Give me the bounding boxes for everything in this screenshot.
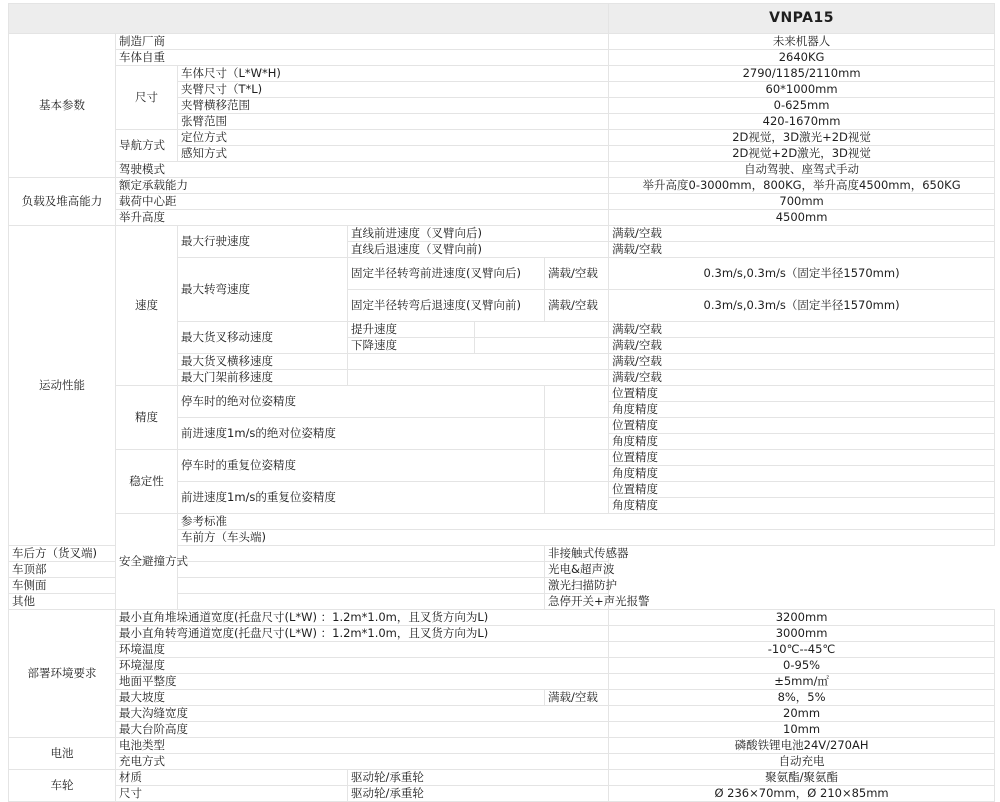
- category-cell: 电池: [9, 738, 116, 770]
- value-cell: 2640KG: [609, 50, 995, 66]
- value-cell: 0-95%: [609, 658, 995, 674]
- spec-cell: 最大货叉移动速度: [178, 322, 348, 354]
- spec-cell: 最小直角堆垛通道宽度(托盘尺寸(L*W) ：1.2m*1.0m，且叉货方向为L): [116, 610, 609, 626]
- spec-row: [9, 514, 995, 530]
- spec-cell: 位置精度: [609, 386, 995, 402]
- spec-row: [9, 162, 995, 178]
- category-cell: 基本参数: [9, 34, 116, 178]
- spec-table: [8, 3, 995, 802]
- spec-row: [9, 578, 995, 594]
- spec-cell: 满载/空载: [545, 258, 609, 290]
- spec-cell: 角度精度: [609, 498, 995, 514]
- spec-cell: 充电方式: [116, 754, 609, 770]
- spec-row: [9, 178, 995, 194]
- value-cell: Ø 236×70mm，Ø 210×85mm: [609, 786, 995, 802]
- model-name: VNPA15: [609, 4, 995, 34]
- category-cell: 安全避撞方式: [116, 514, 178, 610]
- spec-cell: 最大沟缝宽度: [116, 706, 609, 722]
- spec-cell: 前进速度1m/s的绝对位姿精度: [178, 418, 545, 450]
- spec-cell: 最小直角转弯通道宽度(托盘尺寸(L*W) ：1.2m*1.0m，且叉货方向为L): [116, 626, 609, 642]
- value-cell: 光电&超声波: [545, 562, 609, 578]
- category-cell: 部署环境要求: [9, 610, 116, 738]
- spec-cell: 制造厂商: [116, 34, 609, 50]
- value-cell: 未来机器人: [609, 34, 995, 50]
- spec-cell: 最大货叉横移速度: [178, 354, 348, 370]
- subcategory-cell: 稳定性: [116, 450, 178, 514]
- spec-cell: 角度精度: [609, 434, 995, 450]
- empty-cell: [348, 354, 609, 370]
- empty-cell: [545, 450, 609, 482]
- spec-cell: 驱动轮/承重轮: [348, 786, 609, 802]
- spec-cell: 角度精度: [609, 402, 995, 418]
- spec-cell: 环境温度: [116, 642, 609, 658]
- spec-cell: 最大转弯速度: [178, 258, 348, 322]
- spec-row: [9, 130, 995, 146]
- value-cell: -10℃--45℃: [609, 642, 995, 658]
- value-cell: 2D视觉，3D激光+2D视觉: [609, 130, 995, 146]
- value-cell: 20mm: [609, 706, 995, 722]
- spec-cell: 额定承载能力: [116, 178, 609, 194]
- empty-cell: [348, 370, 609, 386]
- spec-cell: 最大坡度: [116, 690, 545, 706]
- spec-row: [9, 594, 995, 610]
- spec-cell: 尺寸: [116, 786, 348, 802]
- value-cell: 自动驾驶、座驾式手动: [609, 162, 995, 178]
- spec-cell: 车侧面: [9, 578, 545, 594]
- spec-cell: 角度精度: [609, 466, 995, 482]
- spec-cell: 车顶部: [9, 562, 545, 578]
- empty-cell: [545, 386, 609, 418]
- spec-row: [9, 226, 995, 242]
- spec-cell: 夹臂横移范围: [178, 98, 609, 114]
- empty-cell: [475, 322, 609, 338]
- spec-cell: 车前方（车头端): [178, 530, 995, 546]
- value-cell: 激光扫描防护: [545, 578, 609, 594]
- spec-row: [9, 674, 995, 690]
- value-cell: 聚氨酯/聚氨酯: [609, 770, 995, 786]
- spec-cell: 固定半径转弯前进速度(叉臂向后): [348, 258, 545, 290]
- category-cell: 运动性能: [9, 226, 116, 546]
- spec-cell: 满载/空载: [609, 322, 995, 338]
- value-cell: 0.3m/s,0.3m/s（固定半径1570mm): [609, 290, 995, 322]
- value-cell: 急停开关+声光报警: [545, 594, 609, 610]
- spec-cell: 直线前进速度（叉臂向后): [348, 226, 475, 242]
- spec-row: [9, 770, 995, 786]
- value-cell: 非接触式传感器: [545, 546, 609, 562]
- spec-row: [9, 626, 995, 642]
- header-row: [9, 4, 995, 34]
- header-blank-cell: [9, 4, 609, 34]
- spec-cell: 驾驶模式: [116, 162, 609, 178]
- spec-row: [9, 50, 995, 66]
- spec-cell: 满载/空载: [609, 370, 995, 386]
- value-cell: 10mm: [609, 722, 995, 738]
- value-cell: 3200mm: [609, 610, 995, 626]
- empty-cell: [475, 242, 609, 258]
- empty-cell: [545, 418, 609, 450]
- spec-row: [9, 610, 995, 626]
- spec-row: [9, 786, 995, 802]
- spec-cell: 最大门架前移速度: [178, 370, 348, 386]
- spec-cell: 车体尺寸（L*W*H): [178, 66, 609, 82]
- value-cell: 4500mm: [609, 210, 995, 226]
- value-cell: 700mm: [609, 194, 995, 210]
- spec-row: [9, 722, 995, 738]
- spec-row: [9, 754, 995, 770]
- spec-cell: 固定半径转弯后退速度(叉臂向前): [348, 290, 545, 322]
- value-cell: 0-625mm: [609, 98, 995, 114]
- spec-row: [9, 194, 995, 210]
- spec-cell: 位置精度: [609, 450, 995, 466]
- category-cell: 车轮: [9, 770, 116, 802]
- spec-cell: 满载/空载: [545, 290, 609, 322]
- spec-cell: 定位方式: [178, 130, 609, 146]
- spec-cell: 提升速度: [348, 322, 475, 338]
- spec-cell: 参考标准: [178, 514, 995, 530]
- value-cell: 0.3m/s,0.3m/s（固定半径1570mm): [609, 258, 995, 290]
- value-cell: 2D视觉+2D激光，3D视觉: [609, 146, 995, 162]
- spec-cell: 满载/空载: [609, 338, 995, 354]
- spec-cell: 驱动轮/承重轮: [348, 770, 609, 786]
- spec-row: [9, 690, 995, 706]
- spec-cell: 载荷中心距: [116, 194, 609, 210]
- spec-row: [9, 706, 995, 722]
- spec-cell: 直线后退速度（叉臂向前): [348, 242, 475, 258]
- spec-row: [9, 386, 995, 402]
- spec-cell: 最大台阶高度: [116, 722, 609, 738]
- spec-row: [9, 34, 995, 50]
- spec-cell: 下降速度: [348, 338, 475, 354]
- spec-cell: 停车时的绝对位姿精度: [178, 386, 545, 418]
- category-cell: 负载及堆高能力: [9, 178, 116, 226]
- spec-cell: 满载/空载: [609, 242, 995, 258]
- spec-row: [9, 658, 995, 674]
- empty-cell: [475, 338, 609, 354]
- value-cell: 420-1670mm: [609, 114, 995, 130]
- spec-cell: 材质: [116, 770, 348, 786]
- spec-cell: 举升高度: [116, 210, 609, 226]
- spec-cell: 夹臂尺寸（T*L): [178, 82, 609, 98]
- value-cell: 举升高度0-3000mm，800KG，举升高度4500mm，650KG: [609, 178, 995, 194]
- spec-cell: 导航方式: [116, 130, 178, 162]
- spec-cell: 车后方（货叉端): [9, 546, 545, 562]
- value-cell: ±5mm/㎡: [609, 674, 995, 690]
- value-cell: 60*1000mm: [609, 82, 995, 98]
- value-cell: 3000mm: [609, 626, 995, 642]
- value-cell: 自动充电: [609, 754, 995, 770]
- spec-cell: 最大行驶速度: [178, 226, 348, 258]
- spec-cell: 感知方式: [178, 146, 609, 162]
- spec-cell: 地面平整度: [116, 674, 609, 690]
- spec-row: [9, 738, 995, 754]
- spec-cell: 位置精度: [609, 482, 995, 498]
- subcategory-cell: 精度: [116, 386, 178, 450]
- spec-cell: 车体自重: [116, 50, 609, 66]
- spec-cell: 满载/空载: [545, 690, 609, 706]
- spec-row: [9, 450, 995, 466]
- spec-cell: 满载/空载: [609, 354, 995, 370]
- value-cell: 2790/1185/2110mm: [609, 66, 995, 82]
- spec-row: [9, 642, 995, 658]
- empty-cell: [545, 482, 609, 514]
- spec-cell: 停车时的重复位姿精度: [178, 450, 545, 482]
- value-cell: 8%，5%: [609, 690, 995, 706]
- spec-cell: 环境湿度: [116, 658, 609, 674]
- spec-cell: 其他: [9, 594, 545, 610]
- spec-cell: 张臂范围: [178, 114, 609, 130]
- subcategory-cell: 速度: [116, 226, 178, 386]
- spec-row: [9, 210, 995, 226]
- spec-cell: 位置精度: [609, 418, 995, 434]
- subcategory-cell: 尺寸: [116, 66, 178, 130]
- spec-cell: 电池类型: [116, 738, 609, 754]
- spec-cell: 前进速度1m/s的重复位姿精度: [178, 482, 545, 514]
- spec-row: [9, 66, 995, 82]
- spec-cell: 满载/空载: [609, 226, 995, 242]
- empty-cell: [475, 226, 609, 242]
- value-cell: 磷酸铁锂电池24V/270AH: [609, 738, 995, 754]
